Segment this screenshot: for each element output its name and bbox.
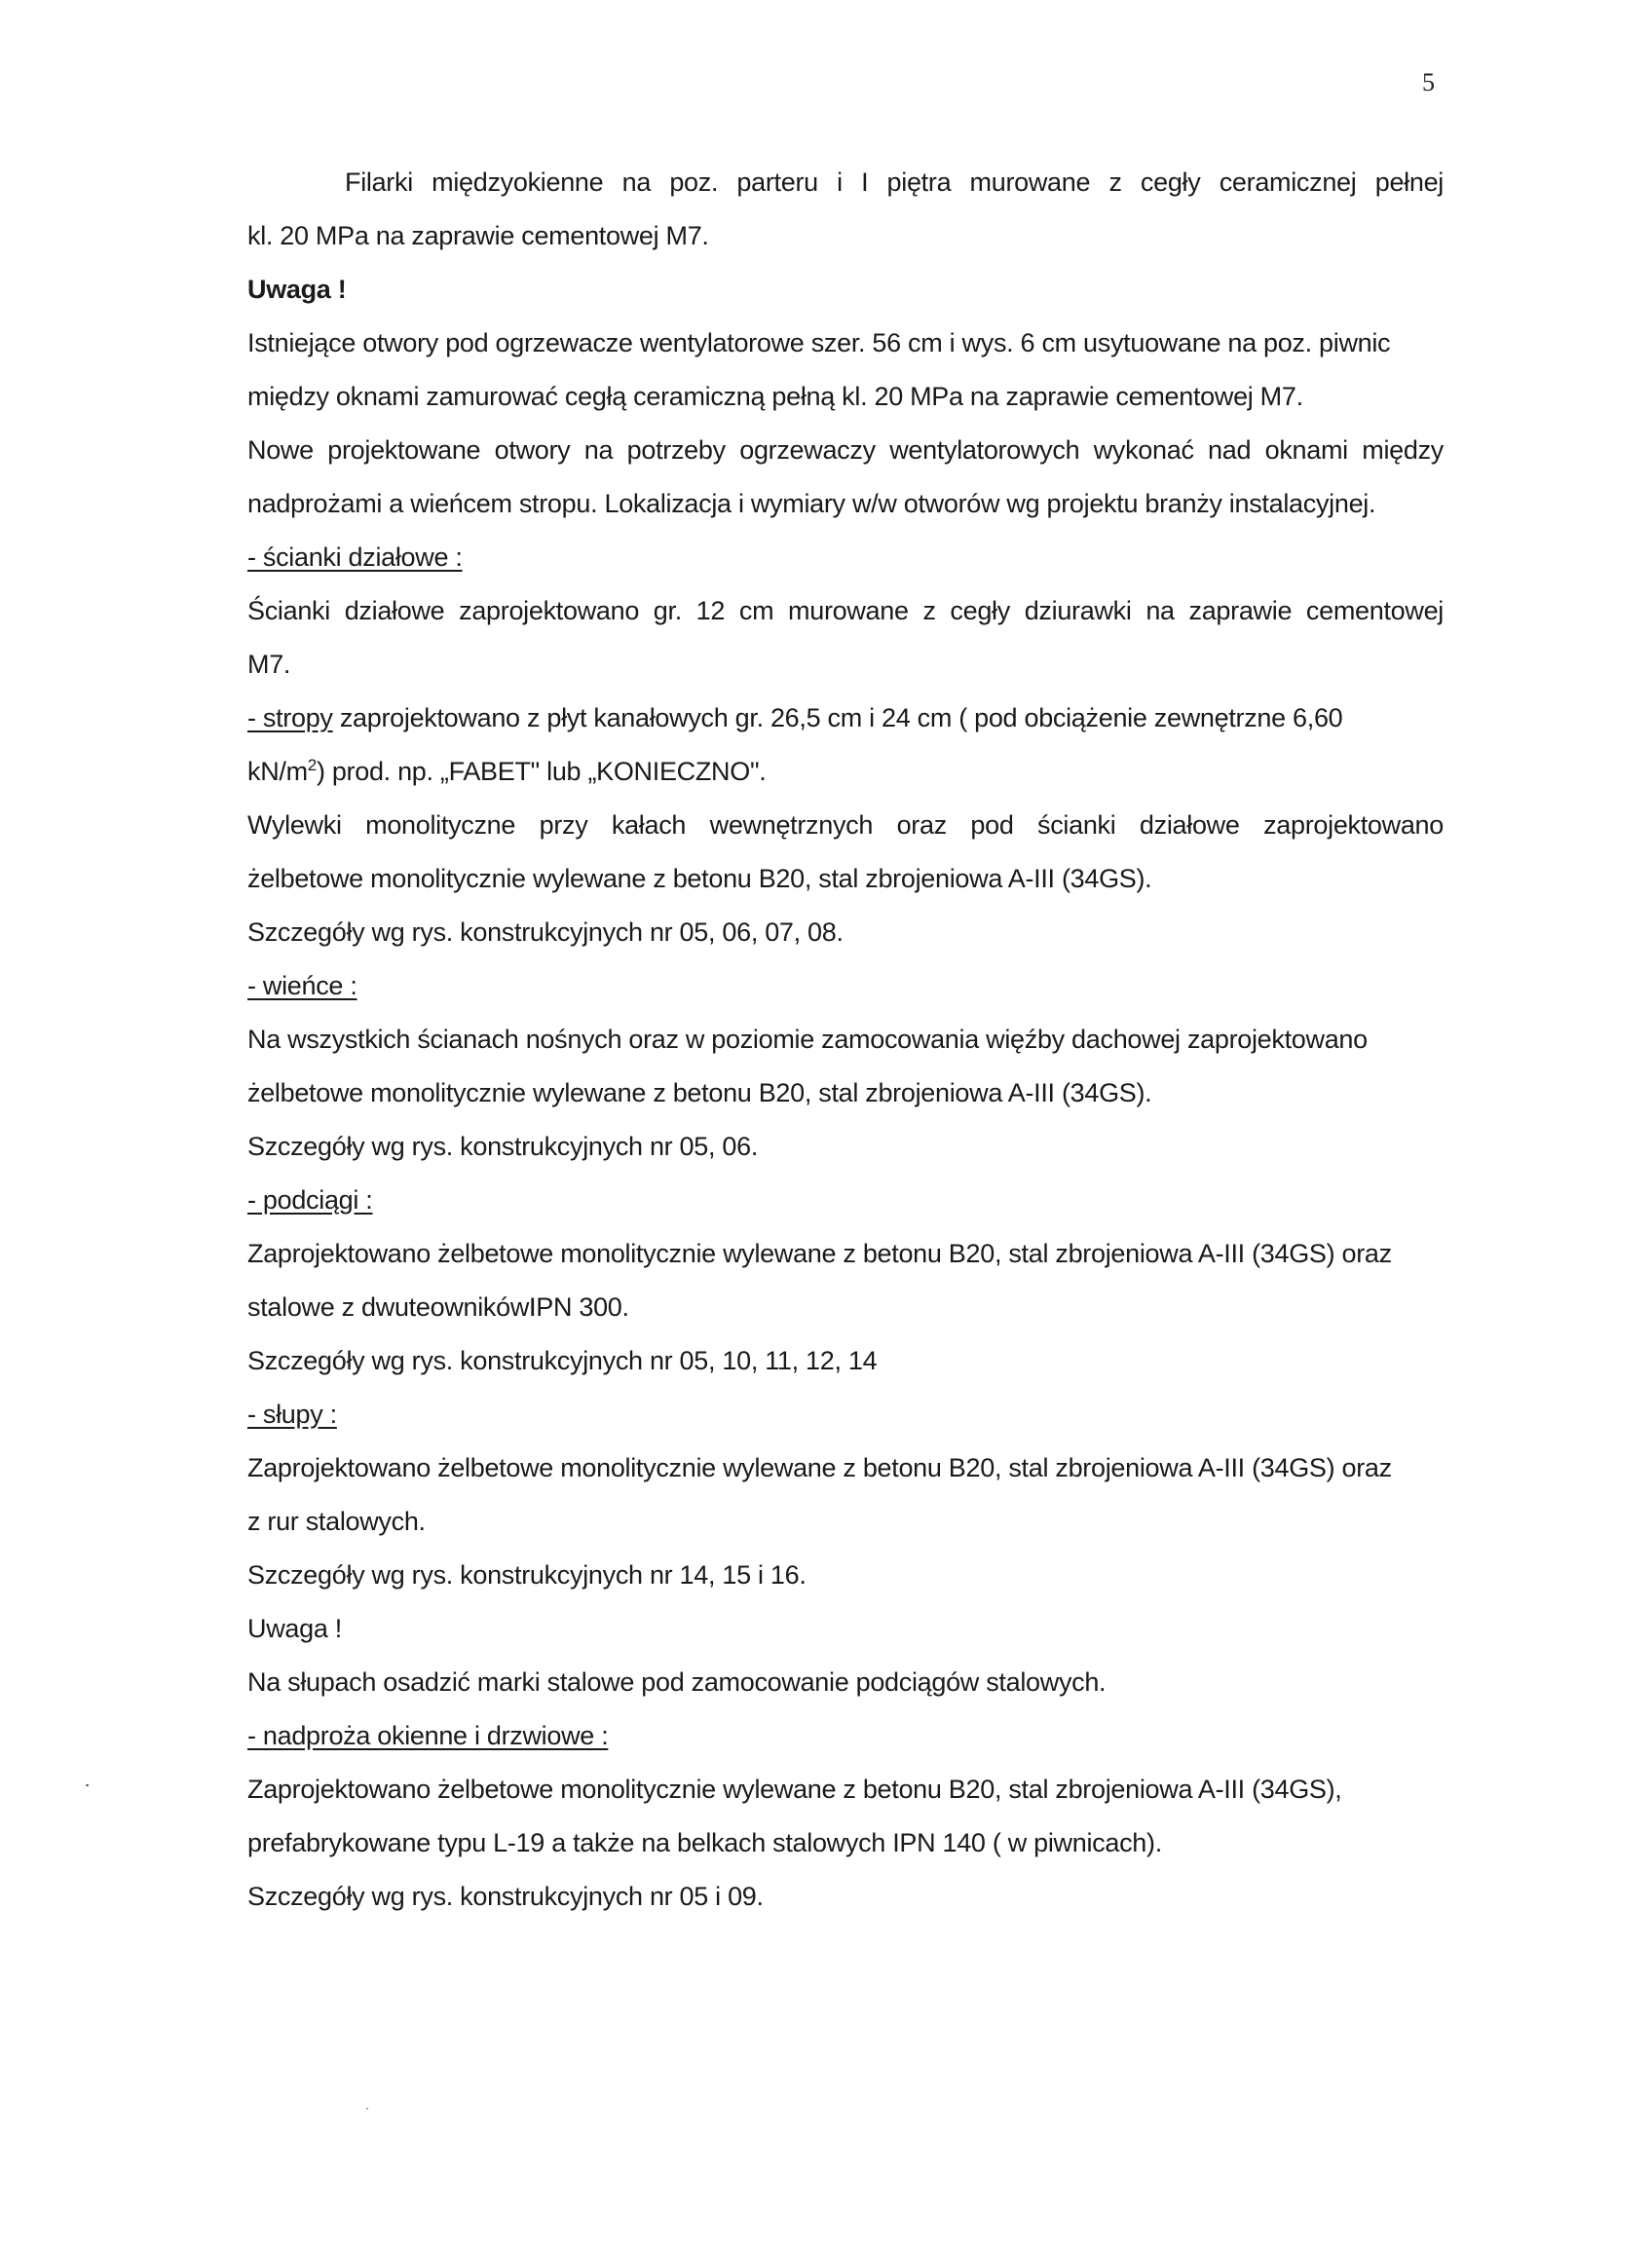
paragraph-line: kl. 20 MPa na zaprawie cementowej M7. (247, 221, 709, 250)
paragraph-line: Szczegóły wg rys. konstrukcyjnych nr 05 i 09. (247, 1882, 764, 1911)
paragraph-line: Szczegóły wg rys. konstrukcyjnych nr 05, 10, 11, 12, 14 (247, 1346, 878, 1375)
paragraph-line: Filarki międzyokienne na poz. parteru i I piętra murowane z cegły ceramicznej pełnej (345, 168, 1444, 197)
paragraph-line: Nowe projektowane otwory na potrzeby ogrzewaczy wentylatorowych wykonać nad oknami między (247, 435, 1444, 465)
paragraph-line: Na słupach osadzić marki stalowe pod zamocowanie podciągów stalowych. (247, 1667, 1107, 1697)
section-heading-wience: - wieńce : (247, 971, 357, 1000)
paragraph-line: M7. (247, 650, 291, 679)
paragraph-line: Szczegóły wg rys. konstrukcyjnych nr 14, 15 i 16. (247, 1560, 807, 1590)
scan-speck (366, 2108, 368, 2110)
paragraph-line: Na wszystkich ścianach nośnych oraz w poziomie zamocowania więźby dachowej zaprojektowano (247, 1025, 1368, 1054)
paragraph-line: żelbetowe monolitycznie wylewane z betonu B20, stal zbrojeniowa A-III (34GS). (247, 1078, 1152, 1107)
paragraph-line: Ścianki działowe zaprojektowano gr. 12 cm murowane z cegły dziurawki na zaprawie cementowej (247, 596, 1444, 625)
paragraph-line: Szczegóły wg rys. konstrukcyjnych nr 05, 06, 07, 08. (247, 917, 844, 947)
page-number: 5 (1422, 68, 1435, 96)
section-heading-stropy: - stropy zaprojektowano z płyt kanałowych gr. 26,5 cm i 24 cm ( pod obciążenie zewnętrzne 6,60 (247, 703, 1343, 732)
section-heading-podciagi: - podciągi : (247, 1185, 373, 1215)
paragraph-line: Istniejące otwory pod ogrzewacze wentylatorowe szer. 56 cm i wys. 6 cm usytuowane na poz. piwnic (247, 328, 1391, 357)
paragraph-line: Zaprojektowano żelbetowe monolitycznie wylewane z betonu B20, stal zbrojeniowa A-III (34GS), (247, 1775, 1342, 1804)
note-heading: Uwaga ! (247, 275, 347, 304)
paragraph-line: stalowe z dwuteownikówIPN 300. (247, 1281, 1444, 1334)
section-heading-slupy: - słupy : (247, 1400, 337, 1429)
paragraph-line: prefabrykowane typu L-19 a także na belkach stalowych IPN 140 ( w piwnicach). (247, 1828, 1162, 1857)
paragraph-line: Zaprojektowano żelbetowe monolitycznie wylewane z betonu B20, stal zbrojeniowa A-III (34GS) oraz (247, 1453, 1392, 1482)
section-heading-nadproza: - nadproża okienne i drzwiowe : (247, 1721, 609, 1750)
paragraph-line: Szczegóły wg rys. konstrukcyjnych nr 05, 06. (247, 1132, 759, 1161)
section-heading-scianki: - ścianki działowe : (247, 543, 463, 572)
paragraph-line: Wylewki monolityczne przy kałach wewnętrznych oraz pod ścianki działowe zaprojektowano (247, 810, 1444, 840)
scan-speck (86, 1784, 89, 1786)
paragraph-line: $kN/m^2$) prod. np. „FABET" lub „KONIECZNO". (247, 756, 767, 786)
paragraph-line: Zaprojektowano żelbetowe monolitycznie wylewane z betonu B20, stal zbrojeniowa A-III (34GS) oraz (247, 1239, 1392, 1268)
note-heading: Uwaga ! (247, 1614, 342, 1643)
i-beam-icon: I (530, 1292, 536, 1322)
paragraph-line: z rur stalowych. (247, 1507, 426, 1536)
paragraph-line: między oknami zamurować cegłą ceramiczną pełną kl. 20 MPa na zaprawie cementowej M7. (247, 382, 1303, 411)
paragraph-line: żelbetowe monolitycznie wylewane z betonu B20, stal zbrojeniowa A-III (34GS). (247, 864, 1152, 893)
paragraph-line: nadprożami a wieńcem stropu. Lokalizacja i wymiary w/w otworów wg projektu branży instalacyjnej. (247, 489, 1376, 518)
document-body (247, 156, 1444, 1924)
